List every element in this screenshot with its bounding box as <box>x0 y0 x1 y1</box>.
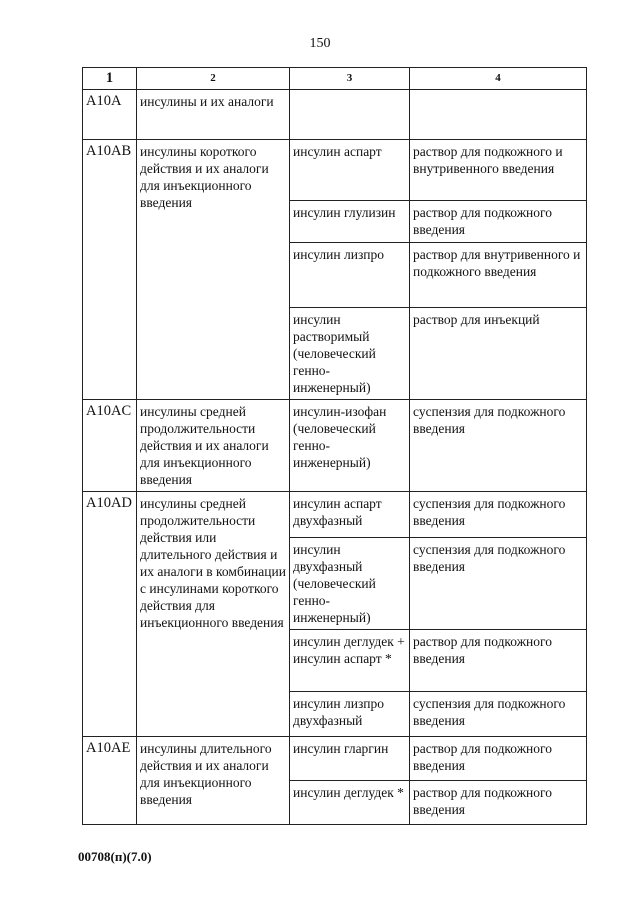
dosage-form: суспензия для подкожного введения <box>410 538 587 630</box>
drug-name: инсулин-изофан (человеческий генно-инженерный) <box>290 400 410 492</box>
drug-name: инсулин лизпро двухфазный <box>290 692 410 737</box>
table-header-row <box>83 68 587 90</box>
drug-name: инсулин аспарт двухфазный <box>290 492 410 538</box>
dosage-form <box>410 90 587 140</box>
drug-name: инсулин аспарт <box>290 140 410 201</box>
dosage-form: раствор для подкожного и внутривенного введения <box>410 140 587 201</box>
atc-group: инсулины средней продолжительности действия или длительного действия и их аналоги в комбинации с инсулинами короткого действия для инъекционного введения <box>137 492 290 737</box>
drug-name: инсулин деглудек + инсулин аспарт * <box>290 630 410 692</box>
table-row <box>83 400 587 492</box>
drug-name: инсулин гларгин <box>290 737 410 781</box>
atc-group: инсулины средней продолжительности действия и их аналоги для инъекционного введения <box>137 400 290 492</box>
atc-code: A10AC <box>83 400 137 492</box>
drug-name: инсулин деглудек * <box>290 781 410 825</box>
atc-group: инсулины и их аналоги <box>137 90 290 140</box>
drug-name: инсулин глулизин <box>290 201 410 243</box>
dosage-form: раствор для подкожного введения <box>410 737 587 781</box>
dosage-form: суспензия для подкожного введения <box>410 400 587 492</box>
dosage-form: раствор для подкожного введения <box>410 781 587 825</box>
drug-name: инсулин двухфазный (человеческий генно-инженерный) <box>290 538 410 630</box>
dosage-form: раствор для инъекций <box>410 308 587 400</box>
table-row <box>83 492 587 538</box>
drug-name: инсулин растворимый (человеческий генно-инженерный) <box>290 308 410 400</box>
header-col-2: 2 <box>137 68 290 90</box>
dosage-form: раствор для подкожного введения <box>410 201 587 243</box>
atc-group: инсулины длительного действия и их аналоги для инъекционного введения <box>137 737 290 825</box>
drug-name: инсулин лизпро <box>290 243 410 308</box>
atc-group: инсулины короткого действия и их аналоги для инъекционного введения <box>137 140 290 400</box>
dosage-form: суспензия для подкожного введения <box>410 692 587 737</box>
header-col-4: 4 <box>410 68 587 90</box>
table-row <box>83 737 587 781</box>
atc-code: A10AE <box>83 737 137 825</box>
table-row <box>83 90 587 140</box>
dosage-form: раствор для подкожного введения <box>410 630 587 692</box>
document-code: 00708(п)(7.0) <box>78 849 152 864</box>
atc-code: A10AD <box>83 492 137 737</box>
header-col-1: 1 <box>83 68 137 90</box>
atc-code: A10AB <box>83 140 137 400</box>
medication-table <box>82 67 587 825</box>
dosage-form: раствор для внутривенного и подкожного введения <box>410 243 587 308</box>
dosage-form: суспензия для подкожного введения <box>410 492 587 538</box>
atc-code: A10A <box>83 90 137 140</box>
page-number: 150 <box>309 36 331 51</box>
header-col-3: 3 <box>290 68 410 90</box>
drug-name <box>290 90 410 140</box>
table-row <box>83 140 587 201</box>
